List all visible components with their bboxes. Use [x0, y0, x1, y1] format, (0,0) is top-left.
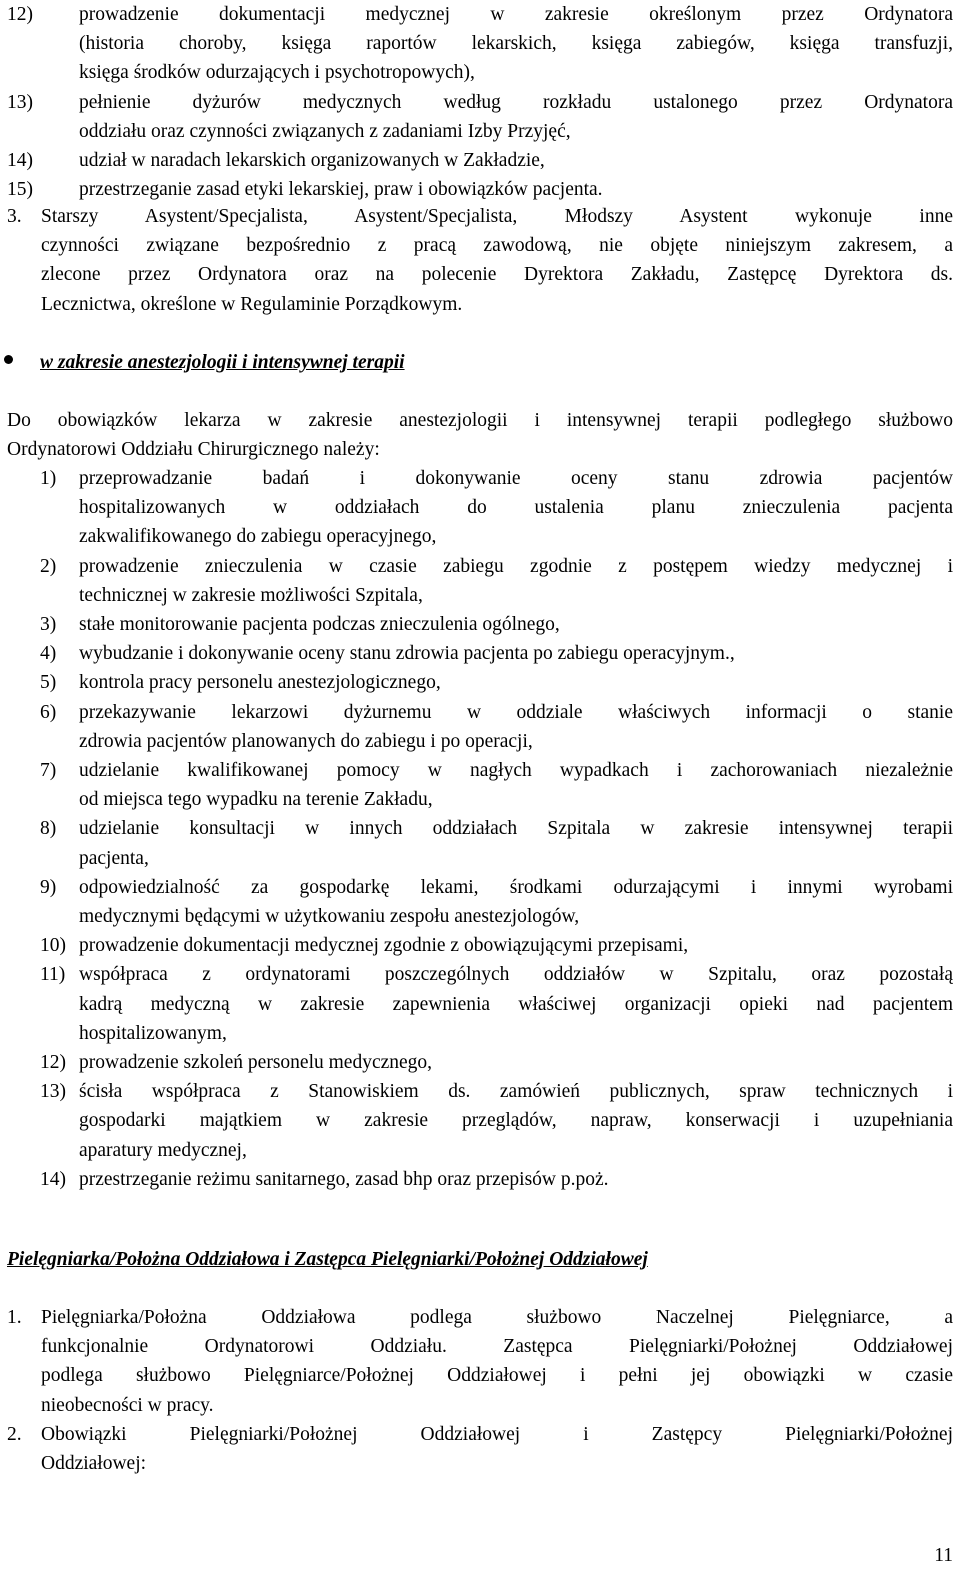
list-item-number: 1): [40, 468, 57, 489]
section-heading-nurse: Pielęgniarka/Położna Oddziałowa i Zastępca Pielęgniarki/Położnej Oddziałowej: [7, 1249, 648, 1270]
list-item-line: Obowiązki Pielęgniarki/Położnej Oddziałowej i Zastępcy Pielęgniarki/Położnej: [41, 1423, 953, 1445]
list-item: [7, 1303, 960, 1420]
list-item-number: 5): [40, 672, 57, 694]
list-item-line: udzielanie konsultacji w innych oddziałach Szpitala w zakresie intensywnej terapii: [79, 818, 953, 840]
point-3-line: czynności związane bezpośrednio z pracą zawodową, nie objęte niniejszym zakresem, a: [41, 235, 953, 257]
list-item: [40, 552, 960, 610]
list-item-number: 14): [40, 1168, 66, 1190]
list-item-line: gospodarki majątkiem w zakresie przeglądów, napraw, konserwacji i uzupełniania: [79, 1110, 953, 1132]
section-heading-anesthesiology: w zakresie anestezjologii i intensywnej terapii: [40, 352, 405, 373]
list-item-number: 2): [40, 555, 57, 577]
list-item-line: medycznymi będącymi w użytkowaniu zespołu anestezjologów,: [79, 905, 580, 927]
list-item-number: 7): [40, 760, 57, 781]
point-number: 3.: [7, 206, 22, 227]
list-item-line: prowadzenie szkoleń personelu medycznego,: [79, 1052, 433, 1073]
list-item-line: odpowiedzialność za gospodarkę lekami, środkami odurzającymi i innymi wyrobami: [79, 876, 953, 898]
list-item: [40, 698, 960, 756]
list-item-line: Pielęgniarka/Położna Oddziałowa podlega służbowo Naczelnej Pielęgniarce, a: [41, 1307, 953, 1328]
list-item-line: oddziału oraz czynności związanych z zadaniami Izby Przyjęć,: [79, 120, 571, 142]
list-item-line: księga środków odurzających i psychotropowych),: [79, 62, 475, 84]
list-item: [40, 873, 960, 931]
list-item: [40, 639, 960, 668]
list-item: [40, 1165, 960, 1194]
list-item-line: kadrą medyczną w zakresie zapewnienia właściwej organizacji opieki nad pacjentem: [79, 993, 953, 1015]
bullet-icon: [4, 355, 13, 364]
list-item-line: pacjenta,: [79, 847, 149, 869]
list-item-line: zakwalifikowanego do zabiegu operacyjnego,: [79, 526, 437, 548]
list-item-line: prowadzenie dokumentacji medycznej zgodnie z obowiązującymi przepisami,: [79, 935, 689, 957]
list-item-line: hospitalizowanym,: [79, 1022, 227, 1044]
list-item-line: zdrowia pacjentów planowanych do zabiegu i po operacji,: [79, 730, 533, 752]
list-item-number: 15): [7, 179, 33, 201]
list-item-line: funkcjonalnie Ordynatorowi Oddziału. Zastępca Pielęgniarki/Położnej Oddziałowej: [41, 1336, 953, 1358]
list-item-line: podlega służbowo Pielęgniarce/Położnej Oddziałowej i pełni jej obowiązki w czasie: [41, 1365, 953, 1387]
list-item: [40, 610, 960, 639]
point-3-line: zlecone przez Ordynatora oraz na polecenie Dyrektora Zakładu, Zastępcę Dyrektora ds.: [41, 264, 953, 286]
list-item-line: technicznej w zakresie możliwości Szpitala,: [79, 584, 423, 606]
list-item-line: przekazywanie lekarzowi dyżurnemu w oddziale właściwych informacji o stanie: [79, 701, 953, 723]
list-item-number: 14): [7, 150, 33, 171]
list-item-number: 13): [40, 1081, 66, 1103]
list-item-line: udział w naradach lekarskich organizowanych w Zakładzie,: [79, 150, 545, 171]
list-item: [40, 931, 960, 960]
list-item: [40, 1077, 960, 1165]
list-item: [40, 960, 960, 1048]
list-item-number: 3): [40, 614, 57, 635]
list-item-line: Oddziałowej:: [41, 1452, 147, 1474]
intro-line: Do obowiązków lekarza w zakresie anestezjologii i intensywnej terapii podległego służbowo: [7, 410, 953, 431]
list-item-number: 8): [40, 818, 57, 840]
point-3-line: Starszy Asystent/Specjalista, Asystent/Specjalista, Młodszy Asystent wykonuje inne: [41, 206, 953, 227]
list-item-number: 4): [40, 643, 57, 665]
list-item: [7, 0, 960, 88]
page-number: 11: [934, 1545, 953, 1566]
list-item: [40, 668, 960, 697]
list-item: [7, 146, 960, 175]
list-item-line: stałe monitorowanie pacjenta podczas znieczulenia ogólnego,: [79, 614, 560, 635]
list-item: [7, 1420, 960, 1478]
list-item-number: 12): [7, 4, 33, 25]
list-item-line: prowadzenie znieczulenia w czasie zabiegu zgodnie z postępem wiedzy medycznej i: [79, 555, 953, 577]
list-item-line: pełnienie dyżurów medycznych według rozkładu ustalonego przez Ordynatora: [79, 91, 953, 113]
list-item-line: przeprowadzanie badań i dokonywanie oceny stanu zdrowia pacjentów: [79, 468, 953, 489]
list-item-line: udzielanie kwalifikowanej pomocy w nagłych wypadkach i zachorowaniach niezależnie: [79, 760, 953, 781]
list-item-number: 6): [40, 701, 57, 723]
list-item-line: współpraca z ordynatorami poszczególnych oddziałów w Szpitalu, oraz pozostałą: [79, 964, 953, 986]
list-item: [7, 88, 960, 146]
list-item: [40, 756, 960, 814]
list-item-number: 1.: [7, 1307, 22, 1328]
list-item-number: 12): [40, 1052, 66, 1073]
point-3-line: Lecznictwa, określone w Regulaminie Porządkowym.: [41, 293, 463, 315]
list-item-line: wybudzanie i dokonywanie oceny stanu zdrowia pacjenta po zabiegu operacyjnym.,: [79, 643, 735, 665]
list-item: [7, 175, 960, 204]
list-item-line: prowadzenie dokumentacji medycznej w zakresie określonym przez Ordynatora: [79, 4, 953, 25]
list-item-line: aparatury medycznej,: [79, 1139, 247, 1161]
list-item-number: 2.: [7, 1423, 22, 1445]
list-item-number: 9): [40, 876, 57, 898]
list-item-line: ścisła współpraca z Stanowiskiem ds. zamówień publicznych, spraw technicznych i: [79, 1081, 953, 1103]
list-item-number: 13): [7, 91, 33, 113]
list-item-line: kontrola pracy personelu anestezjologicznego,: [79, 672, 441, 694]
list-item-line: przestrzeganie reżimu sanitarnego, zasad bhp oraz przepisów p.poż.: [79, 1168, 609, 1190]
intro-line: Ordynatorowi Oddziału Chirurgicznego należy:: [7, 439, 380, 461]
list-item-line: (historia choroby, księga raportów lekarskich, księga zabiegów, księga transfuzji,: [79, 33, 953, 55]
list-item-line: nieobecności w pracy.: [41, 1394, 214, 1416]
list-item-line: przestrzeganie zasad etyki lekarskiej, praw i obowiązków pacjenta.: [79, 179, 603, 201]
list-item-line: od miejsca tego wypadku na terenie Zakładu,: [79, 789, 433, 811]
list-item: [40, 1048, 960, 1077]
list-item-number: 10): [40, 935, 66, 957]
list-item: [40, 814, 960, 872]
list-item-line: hospitalizowanych w oddziałach do ustalenia planu znieczulenia pacjenta: [79, 497, 953, 519]
list-item-number: 11): [40, 964, 66, 986]
list-item: [40, 464, 960, 552]
